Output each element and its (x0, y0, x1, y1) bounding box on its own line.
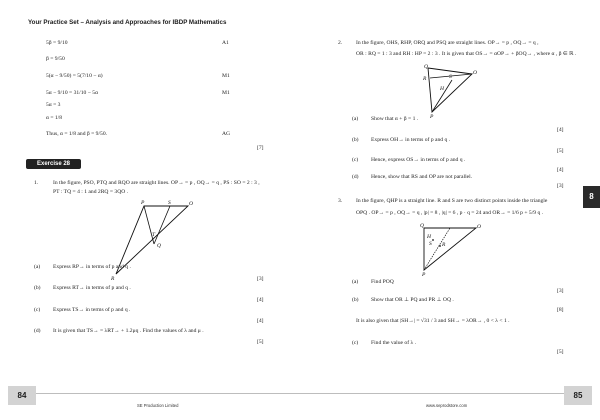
q2-label-h: H (440, 86, 444, 92)
q1-label-t: T (152, 232, 156, 238)
q2-label-r: R (423, 76, 427, 82)
q2-part-b-mark: [5] (557, 148, 564, 154)
q1-label-s: S (168, 200, 171, 206)
work-line-3: 5(α − 9/50) = 5(7/10 − α) (46, 73, 103, 79)
q1-part-d-mark: [5] (257, 339, 264, 345)
q1-line-ptq (144, 206, 154, 244)
q1-stem-line1: In the figure, PSO, PTQ and RQO are straight lines. OP→ = p , OQ→ = q , PS : SO = 2 : 3 , (53, 180, 260, 186)
q1-part-a-text: Express RP→ in terms of p and q . (53, 264, 131, 270)
q1-part-c-text: Express TS→ in terms of p and q . (53, 307, 131, 313)
q3-part-a-text: Find POQ (371, 279, 394, 285)
q3-number: 3. (338, 198, 343, 204)
q2-part-a-mark: [4] (557, 127, 564, 133)
q1-part-d-label: (d) (34, 328, 41, 334)
q1-part-b-mark: [4] (257, 297, 264, 303)
q1-part-c-mark: [4] (257, 318, 264, 324)
q3-label-s: S (429, 241, 432, 247)
q3-part-a-mark: [3] (557, 288, 564, 294)
work-line-1: 5β = 9/10 (46, 40, 68, 46)
q2-part-d-text: Hence, show that RS and OP are not parallel. (371, 174, 473, 180)
q3-given: It is also given that |SH→| = √31 / 3 and SH→ = λOR→ , 0 < λ < 1 . (356, 318, 510, 324)
q1-part-a-mark: [3] (257, 276, 264, 282)
mark-m1-first: M1 (222, 73, 230, 79)
q2-part-c-label: (c) (352, 157, 359, 163)
q2-figure (420, 62, 490, 118)
q2-part-d-mark: [3] (557, 183, 564, 189)
mark-a1: A1 (222, 40, 229, 46)
publisher-name: SE Production Limited (137, 403, 179, 408)
q1-part-a-label: (a) (34, 264, 41, 270)
work-line-5: 5α = 3 (46, 102, 61, 108)
q2-part-b-text: Express OH→ in terms of p and q . (371, 137, 451, 143)
q2-label-q: Q (424, 64, 428, 70)
q2-part-c-mark: [4] (557, 167, 564, 173)
q1-label-o: O (189, 201, 193, 207)
footer-rule (8, 393, 578, 394)
q2-stem-line1: In the figure, OHS, RHP, ORQ and PSQ are straight lines. OP→ = p , OQ→ = q , (356, 40, 539, 46)
chapter-tab: 8 (583, 186, 600, 208)
mark-ag: AG (222, 131, 231, 137)
q1-part-d-text: It is given that TS→ = λRT→ + 1.2μq . Find the values of λ and μ . (53, 328, 204, 334)
q3-label-q: Q (420, 223, 424, 229)
q3-triangle (424, 228, 476, 270)
q3-part-c-text: Find the value of λ . (371, 340, 416, 346)
q2-part-c-text: Hence, express OS→ in terms of p and q . (371, 157, 466, 163)
q3-label-h: H (427, 234, 431, 240)
q2-part-b-label: (b) (352, 137, 359, 143)
running-header: Your Practice Set – Analysis and Approaches for IBDP Mathematics (28, 19, 227, 26)
page-number-right: 85 (564, 386, 592, 405)
q1-label-q: Q (157, 243, 161, 249)
mark-m1-second: M1 (222, 90, 230, 96)
q2-part-a-text: Show that α + β = 1 . (371, 116, 419, 122)
q3-part-c-label: (c) (352, 340, 359, 346)
q2-part-d-label: (d) (352, 174, 359, 180)
q3-part-c-mark: [5] (557, 349, 564, 355)
q3-part-b-text: Show that OR ⊥ PQ and PR ⊥ OQ . (371, 297, 454, 303)
total-mark: [7] (257, 145, 264, 151)
work-line-7: Thus, α = 1/8 and β = 9/50. (46, 131, 108, 137)
q3-part-b-mark: [8] (557, 307, 564, 313)
q1-label-p: P (141, 200, 145, 206)
q3-figure (416, 224, 486, 276)
q3-label-o: O (477, 224, 481, 230)
q2-number: 2. (338, 40, 343, 46)
q1-stem-line2: PT : TQ = 4 : 1 and 2RQ = 3QO . (53, 189, 129, 195)
q1-part-b-label: (b) (34, 285, 41, 291)
page-number-left: 84 (8, 386, 36, 405)
q2-label-s: S (449, 74, 452, 80)
publisher-website: www.seprodstore.com (426, 403, 468, 408)
exercise-label: Exercise 28 (26, 159, 81, 169)
q1-number: 1. (34, 180, 39, 186)
q3-part-a-label: (a) (352, 279, 359, 285)
q3-stem-line2: OPQ . OP→ = p , OQ→ = q , |p| = 8 , |q| = 6 , p · q = 24 and OR→ = 1/6 p + 5/9 q . (356, 210, 544, 216)
work-line-6: α = 1/8 (46, 115, 63, 121)
work-line-2: β = 9/50 (46, 56, 65, 62)
q2-label-p: P (430, 114, 434, 120)
q3-point-s (432, 239, 434, 241)
q1-label-r: R (111, 276, 115, 282)
q3-label-p: P (422, 272, 426, 278)
q1-part-b-text: Express RT→ in terms of p and q . (53, 285, 131, 291)
q3-label-r: R (442, 242, 446, 248)
q3-stem-line1: In the figure, QHP is a straight line. R and S are two distinct points inside the triangle (356, 198, 548, 204)
q2-part-a-label: (a) (352, 116, 359, 122)
work-line-4: 5α − 9/10 = 31/10 − 5α (46, 90, 98, 96)
q3-point-r (439, 245, 441, 247)
q2-stem-line2: OR : RQ = 1 : 3 and RH : HP = 2 : 3 . It is given that OS→ = αOP→ + βOQ→ , where α , β ∈ ℝ . (356, 51, 577, 57)
q2-label-o: O (473, 70, 477, 76)
q1-part-c-label: (c) (34, 307, 41, 313)
q3-part-b-label: (b) (352, 297, 359, 303)
